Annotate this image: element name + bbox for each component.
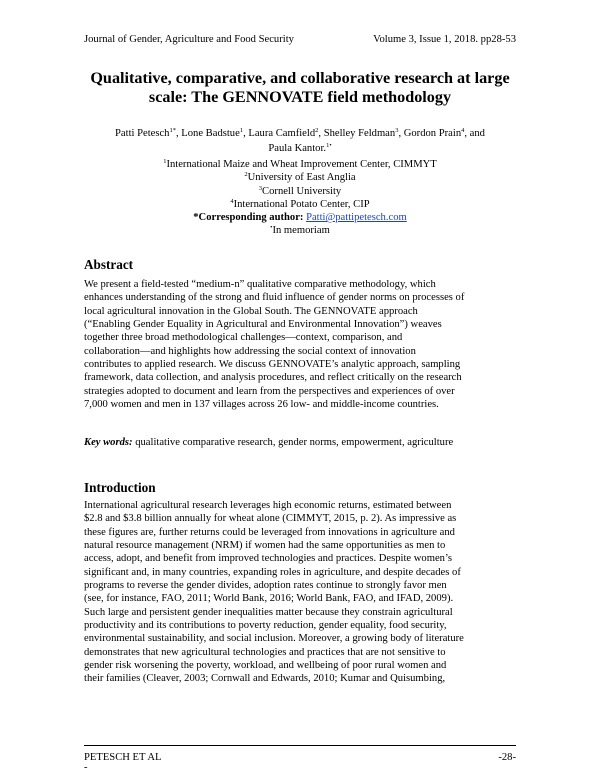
author: Paula Kantor.$^{1•}$ xyxy=(268,141,332,154)
affiliation: $^2$University of East Anglia xyxy=(244,171,356,184)
abstract-line: 7,000 women and men in 137 villages across 26 low- and middle-income countries. xyxy=(84,399,439,411)
affiliation: $^3$Cornell University xyxy=(258,184,342,197)
intro-line: environmental sustainability, and social inclusion. Moreover, a growing body of literature xyxy=(84,633,464,645)
journal-name: Journal of Gender, Agriculture and Food Security xyxy=(84,34,294,45)
abstract-heading: Abstract xyxy=(84,257,134,272)
intro-line: demonstrates that new agricultural technologies and practices that are not sensitive to xyxy=(84,646,446,658)
abstract-line: together three broad methodological challenges—context, comparison, and xyxy=(84,332,403,344)
footer-rule xyxy=(84,745,516,746)
keywords xyxy=(84,436,516,450)
author: Laura Camfield$^2$, xyxy=(248,127,324,139)
title-line: Qualitative, comparative, and collaborative research at large xyxy=(90,69,510,87)
affiliation: $^4$International Potato Center, CIP xyxy=(230,197,370,210)
running-head xyxy=(84,33,516,47)
intro-line: gender risk worsening the poverty, workload, and wellbeing of poor rural women and xyxy=(84,660,447,672)
affiliations xyxy=(84,158,516,238)
introduction-heading: Introduction xyxy=(84,480,156,495)
author-list xyxy=(110,127,490,156)
page-footer xyxy=(84,751,516,765)
keywords-label: Key words: xyxy=(84,437,133,448)
volume-info: Volume 3, Issue 1, 2018. pp28-53 xyxy=(373,34,516,45)
author: Lone Badstue$^1$, xyxy=(181,127,249,139)
abstract-line: contributes to applied research. We discuss GENNOVATE’s analytic approach, sampling xyxy=(84,359,461,371)
affiliation: $^1$International Maize and Wheat Improvement Center, CIMMYT xyxy=(163,158,437,170)
page-number: -28- xyxy=(498,752,516,763)
corresponding-author: *Corresponding author: Patti@pattipetesch.com xyxy=(193,212,407,224)
intro-line: programs to reverse the gender divides, adoption rates continue to strongly favor men xyxy=(84,580,447,592)
author: Gordon Prain$^4$, and xyxy=(403,127,485,139)
author: Shelley Feldman$^3$, xyxy=(323,127,404,139)
abstract-line: (“Enabling Gender Equality in Agricultural and Environmental Innovation”) weaves xyxy=(84,319,442,331)
abstract-line: local agricultural innovation in the Global South. The GENNOVATE approach xyxy=(84,305,418,317)
footer-mark: - xyxy=(84,762,88,773)
corresponding-email-link[interactable]: Patti@pattipetesch.com xyxy=(306,212,407,224)
abstract-line: framework, data collection, and analysis procedures, and reflect critically on the research xyxy=(84,372,462,384)
abstract-body xyxy=(84,278,516,411)
intro-line: International agricultural research leverages high economic returns, estimated between xyxy=(84,500,452,511)
memoriam-note: •In memoriam xyxy=(270,224,330,237)
intro-line: these figures are, further returns could be leveraged from innovations in agriculture and xyxy=(84,526,455,538)
author: Patti Petesch$^{1*}$, xyxy=(115,127,182,139)
abstract-line: We present a field-tested “medium-n” qualitative comparative methodology, which xyxy=(84,279,436,290)
abstract-line: enhances understanding of the strong and fluid influence of gender norms on processes of xyxy=(84,292,465,304)
footer-authors: PETESCH ET AL xyxy=(84,752,162,763)
abstract-line: collaboration—and highlights how addressing the social context of innovation xyxy=(84,345,416,357)
intro-line: productivity and its contributions to poverty reduction, gender equality, food security, xyxy=(84,620,447,632)
paper-title xyxy=(84,69,516,107)
intro-line: natural resource management (NRM) if women had the same opportunities as men to xyxy=(84,540,446,552)
intro-line: their families (Cleaver, 2003; Cornwall and Edwards, 2010; Kumar and Quisumbing, xyxy=(84,673,446,685)
intro-line: Such large and persistent gender inequalities matter because they constrain agricultural xyxy=(84,606,453,618)
title-line: scale: The GENNOVATE field methodology xyxy=(148,88,452,106)
intro-line: (see, for instance, FAO, 2011; World Bank, 2016; World Bank, FAO, and IFAD, 2009). xyxy=(84,593,454,605)
keywords-text: qualitative comparative research, gender norms, empowerment, agriculture xyxy=(132,437,454,448)
intro-line: access, adopt, and benefit from improved technologies and practices. Despite women’s xyxy=(84,553,453,565)
abstract-line: strategies adopted to document and learn from the perspectives and experiences of over xyxy=(84,385,455,397)
intro-line: significant and, in many countries, expanding roles in agriculture, and despite decades of xyxy=(84,566,461,578)
introduction-body xyxy=(84,499,516,686)
intro-line: $2.8 and $3.8 billion annually for wheat alone (CIMMYT, 2015, p. 2). As impressive as xyxy=(84,513,457,525)
